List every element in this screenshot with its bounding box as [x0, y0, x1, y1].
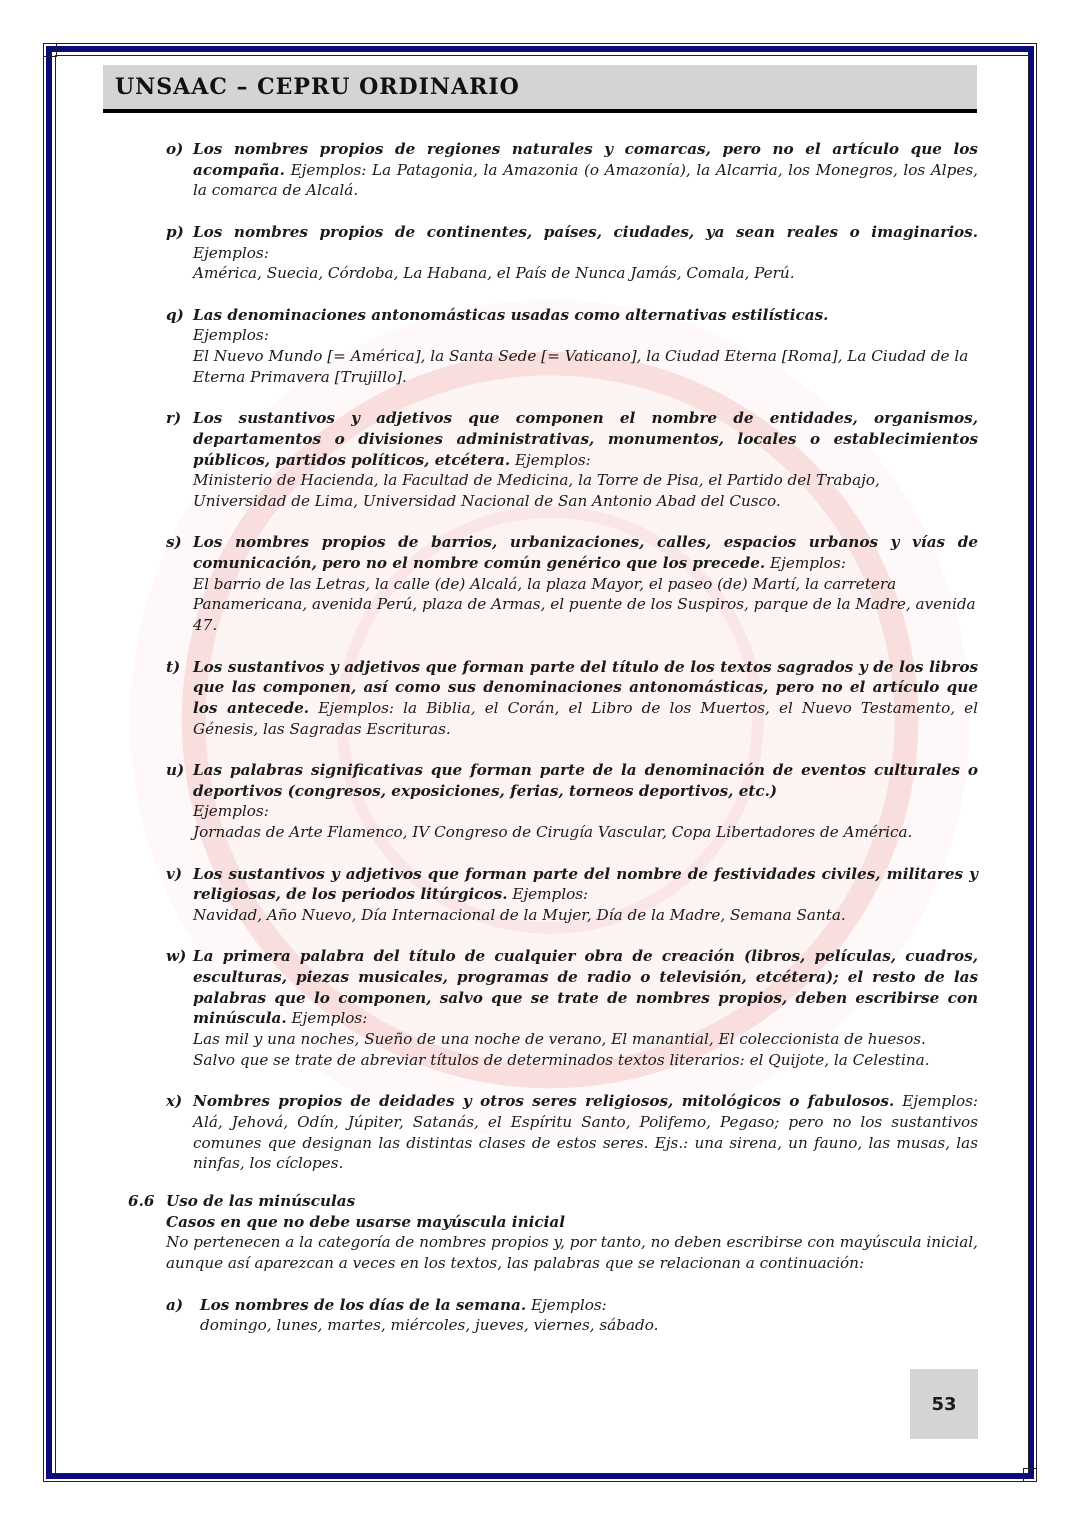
item-rule: Las denominaciones antonomásticas usadas como alternativas estilísticas.	[193, 305, 829, 324]
item-rule: Los nombres propios de barrios, urbanizaciones, calles, espacios urbanos y vías de comunicación, pero no el nombre común genérico que los precede.	[193, 533, 978, 572]
list-item	[166, 305, 978, 388]
item-example-line: Jornadas de Arte Flamenco, IV Congreso de Cirugía Vascular, Copa Libertadores de América.	[193, 823, 913, 842]
list-item	[166, 532, 978, 636]
section-title: Uso de las minúsculas	[166, 1192, 356, 1210]
item-examples: Ejemplos:	[530, 1295, 607, 1314]
item-examples: Ejemplos: Alá, Jehová, Odín, Júpiter, Satanás, el Espíritu Santo, Polifemo, Pegaso; pero no los sustantivos comunes que designan las distintas clases de estos seres. Ejs.: una sirena, un fauno, las musas, las ninfas, los cíclopes.	[193, 1092, 979, 1173]
list-item	[166, 408, 978, 512]
corner-ornament	[1023, 1468, 1037, 1482]
item-rule: Los sustantivos y adjetivos que forman parte del nombre de festividades civiles, militares y religiosas, de los periodos litúrgicos.	[193, 864, 978, 904]
item-example-line: Ejemplos:	[193, 802, 269, 821]
item-example-line: Navidad, Año Nuevo, Día Internacional de la Mujer, Día de la Madre, Semana Santa.	[193, 905, 846, 924]
section-subtitle: Casos en que no debe usarse mayúscula inicial	[166, 1212, 566, 1231]
item-rule: Los sustantivos y adjetivos que forman parte del título de los textos sagrados y de los libros que las componen, así como sus denominaciones antonomásticas, pero no el artículo que los antecede.	[193, 657, 978, 717]
item-example-line: Las mil y una noches, Sueño de una noche de verano, El manantial, El coleccionista de huesos.	[193, 1030, 926, 1049]
section-number: 6.6	[128, 1192, 155, 1210]
item-rule: Nombres propios de deidades y otros seres religiosos, mitológicos o fabulosos.	[193, 1092, 895, 1111]
item-examples: Ejemplos: La Patagonia, la Amazonia (o Amazonía), la Alcarria, los Monegros, los Alpes, la comarca de Alcalá.	[193, 160, 978, 200]
corner-ornament	[43, 43, 57, 57]
item-rule: Las palabras significativas que forman parte de la denominación de eventos culturales o deportivos (congresos, exposiciones, ferias, torneos deportivos, etc.)	[193, 761, 978, 800]
item-example-line: Ejemplos:	[193, 326, 269, 345]
item-rule: Los nombres propios de regiones naturales y comarcas, pero no el artículo que los acompaña.	[193, 140, 978, 179]
item-example-line: Ministerio de Hacienda, la Facultad de Medicina, la Torre de Pisa, el Partido del Trabajo, Universidad de Lima, Universidad Nacional de San Antonio Abad del Cusco.	[193, 471, 880, 510]
item-examples: Ejemplos:	[514, 450, 591, 469]
item-examples: Ejemplos:	[193, 243, 269, 262]
item-label: u)	[166, 761, 185, 779]
item-label: a)	[166, 1295, 184, 1314]
list-item	[166, 222, 978, 284]
item-label: p)	[166, 222, 184, 241]
item-examples: Ejemplos:	[512, 885, 589, 904]
item-label: q)	[166, 305, 184, 324]
page-header	[103, 65, 977, 113]
item-label: x)	[166, 1092, 183, 1111]
item-label: r)	[166, 409, 182, 428]
list-item	[166, 760, 978, 843]
item-rule: Los nombres propios de continentes, países, ciudades, ya sean reales o imaginarios.	[193, 222, 978, 241]
item-example-line: América, Suecia, Córdoba, La Habana, el País de Nunca Jamás, Comala, Perú.	[193, 264, 795, 283]
item-examples: Ejemplos:	[770, 554, 846, 572]
item-label: t)	[166, 657, 181, 676]
page-number-text: 53	[931, 1393, 957, 1415]
list-item	[166, 657, 978, 740]
list-item	[166, 864, 978, 926]
rules-list	[166, 139, 978, 1195]
item-label: o)	[166, 140, 184, 158]
list-item	[166, 1091, 978, 1174]
page-number	[910, 1369, 978, 1439]
item-examples: Ejemplos: la Biblia, el Corán, el Libro de los Muertos, el Nuevo Testamento, el Génesis, las Sagradas Escrituras.	[193, 698, 979, 738]
item-label: v)	[166, 864, 183, 883]
list-item	[166, 1295, 978, 1336]
section-6-6	[128, 1191, 978, 1336]
header-title: UNSAAC – CEPRU ORDINARIO	[115, 74, 520, 100]
list-item	[166, 139, 978, 201]
item-example-line: domingo, lunes, martes, miércoles, jueves, viernes, sábado.	[200, 1316, 659, 1335]
item-example-line: Salvo que se trate de abreviar títulos de determinados textos literarios: el Quijote, la Celestina.	[193, 1050, 930, 1069]
item-examples: Ejemplos:	[291, 1009, 368, 1028]
item-label: w)	[166, 947, 187, 966]
item-rule: Los sustantivos y adjetivos que componen el nombre de entidades, organismos, departamentos o divisiones administrativas, monumentos, locales o establecimientos públicos, partidos políticos, etcétera.	[193, 409, 978, 469]
item-example-line: El barrio de las Letras, la calle (de) Alcalá, la plaza Mayor, el paseo (de) Martí, la carretera Panamericana, avenida Perú, plaza de Armas, el puente de los Suspiros, parque de la Madre, avenida 47.	[193, 574, 976, 635]
item-rule: La primera palabra del título de cualquier obra de creación (libros, películas, cuadros, esculturas, piezas musicales, programas de radio o televisión, etcétera); el resto de las palabras que lo componen, salvo que se trate de nombres propios, deben escribirse con minúscula.	[193, 947, 978, 1028]
item-label: s)	[166, 533, 182, 552]
section-paragraph: No pertenecen a la categoría de nombres propios y, por tanto, no deben escribirse con mayúscula inicial, aunque así aparezcan a veces en los textos, las palabras que se relacionan a continuación:	[166, 1233, 978, 1273]
item-example-line: El Nuevo Mundo [= América], la Santa Sede [= Vaticano], la Ciudad Eterna [Roma], La Ciudad de la Eterna Primavera [Trujillo].	[193, 347, 969, 386]
list-item	[166, 946, 978, 1070]
item-rule: Los nombres de los días de la semana.	[200, 1295, 527, 1314]
